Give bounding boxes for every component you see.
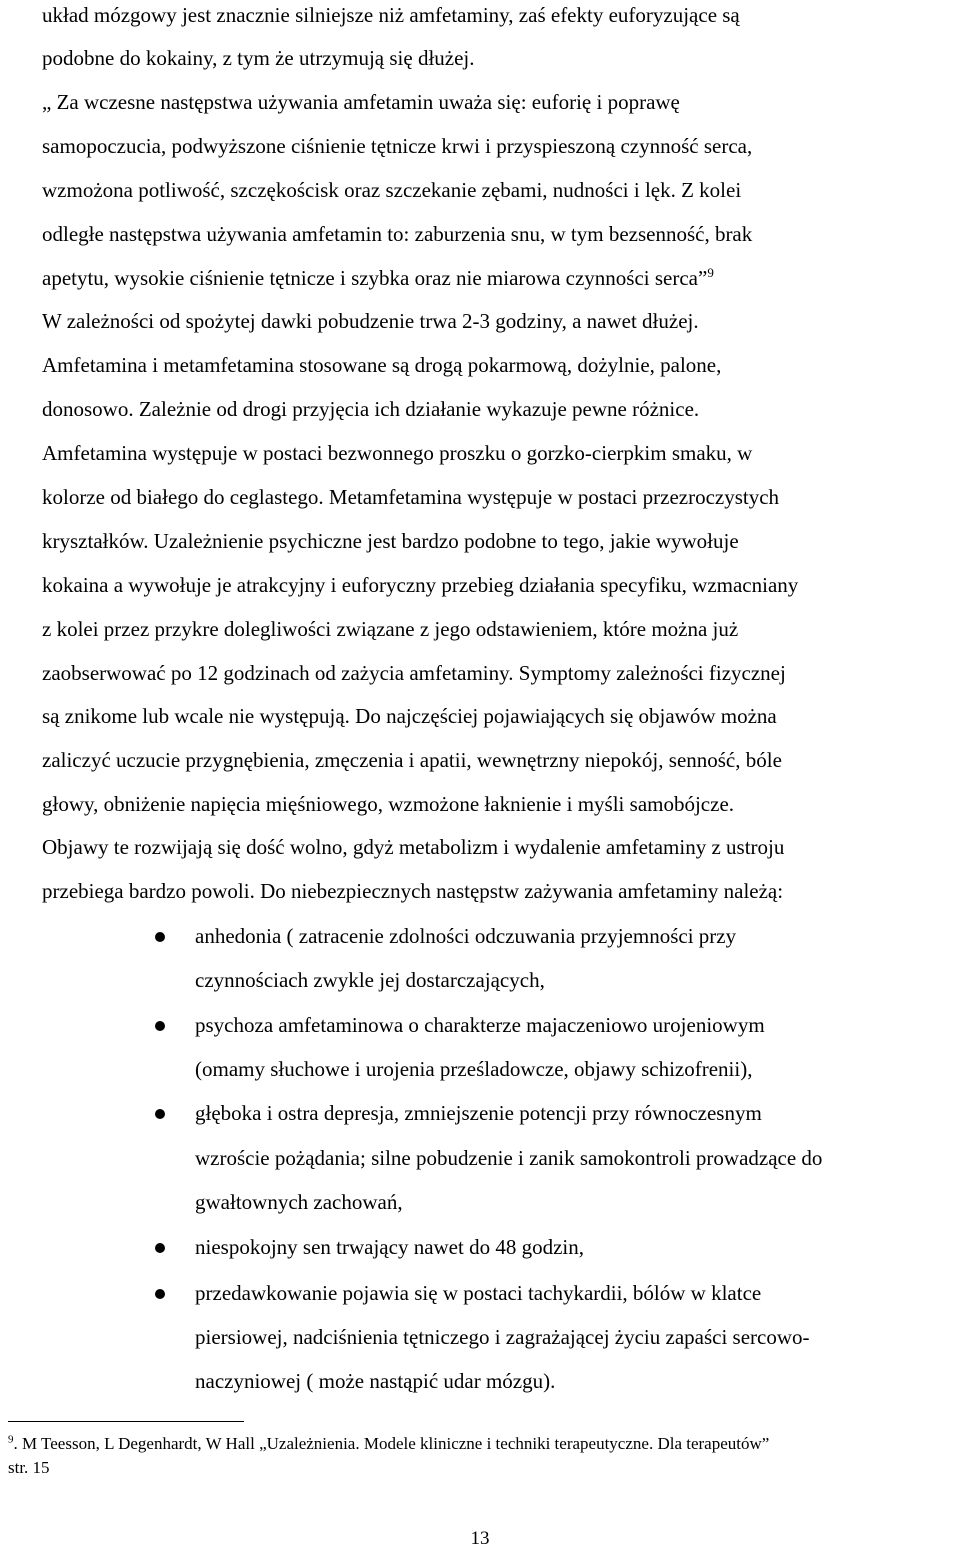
body-line bbox=[42, 308, 699, 334]
body-line bbox=[42, 484, 779, 510]
list-item-line: wzroście pożądania; silne pobudzenie i zanik samokontroli prowadzące do bbox=[195, 1146, 823, 1170]
body-line-text: kryształków. Uzależnienie psychiczne jest bardzo podobne to tego, jakie wywołuje bbox=[42, 529, 739, 553]
body-line bbox=[42, 572, 798, 598]
body-line-text: Amfetamina występuje w postaci bezwonnego proszku o gorzko-cierpkim smaku, w bbox=[42, 441, 753, 465]
body-line-text: donosowo. Zależnie od drogi przyjęcia ich działanie wykazuje pewne różnice. bbox=[42, 397, 700, 421]
body-line bbox=[42, 703, 777, 729]
body-line bbox=[42, 834, 784, 860]
body-line-text: apetytu, wysokie ciśnienie tętnicze i szybka oraz nie miarowa czynności serca” bbox=[42, 266, 708, 290]
body-line bbox=[42, 177, 741, 203]
body-line-text: Amfetamina i metamfetamina stosowane są drogą pokarmową, dożylnie, palone, bbox=[42, 353, 722, 377]
footnote-separator bbox=[8, 1421, 244, 1422]
page-number: 13 bbox=[470, 1528, 490, 1549]
body-line bbox=[42, 89, 680, 115]
body-line-text: układ mózgowy jest znacznie silniejsze niż amfetaminy, zaś efekty euforyzujące są bbox=[42, 3, 740, 27]
body-line bbox=[42, 440, 752, 466]
footnote-reference: 9 bbox=[707, 265, 714, 280]
body-line-text: kolorze od białego do ceglastego. Metamfetamina występuje w postaci przezroczystych bbox=[42, 485, 780, 509]
body-line-text: zaobserwować po 12 godzinach od zażycia amfetaminy. Symptomy zależności fizycznej bbox=[42, 661, 786, 685]
list-item-line: czynnościach zwykle jej dostarczających, bbox=[195, 968, 545, 992]
body-line-text: odległe następstwa używania amfetamin to: zaburzenia snu, w tym bezsenność, brak bbox=[42, 222, 753, 246]
list-item-line: naczyniowej ( może nastąpić udar mózgu). bbox=[195, 1369, 556, 1393]
list-item-line: anhedonia ( zatracenie zdolności odczuwania przyjemności przy bbox=[195, 924, 737, 948]
body-line bbox=[42, 660, 786, 686]
footnote-line-1 bbox=[8, 1433, 769, 1455]
list-item-line: (omamy słuchowe i urojenia prześladowcze, objawy schizofrenii), bbox=[195, 1057, 753, 1081]
body-line-text: Objawy te rozwijają się dość wolno, gdyż metabolizm i wydalenie amfetaminy z ustroju bbox=[42, 835, 785, 859]
body-line bbox=[42, 45, 475, 71]
bullet-icon bbox=[155, 1243, 165, 1253]
body-line bbox=[42, 528, 739, 554]
body-line-text: są znikome lub wcale nie występują. Do najczęściej pojawiających się objawów można bbox=[42, 704, 777, 728]
list-item-line: przedawkowanie pojawia się w postaci tachykardii, bólów w klatce bbox=[195, 1281, 762, 1305]
body-line-text: W zależności od spożytej dawki pobudzenie trwa 2-3 godziny, a nawet dłużej. bbox=[42, 309, 699, 333]
body-line-text: podobne do kokainy, z tym że utrzymują się dłużej. bbox=[42, 46, 475, 70]
body-line bbox=[42, 791, 734, 817]
body-line bbox=[42, 352, 721, 378]
footnote-text: . M Teesson, L Degenhardt, W Hall „Uzależnienia. Modele kliniczne i techniki terapeutyczne. Dla terapeutów” bbox=[13, 1434, 770, 1453]
footnote-number: 9 bbox=[8, 1433, 14, 1446]
list-item-line: głęboka i ostra depresja, zmniejszenie potencji przy równoczesnym bbox=[195, 1101, 762, 1125]
body-line-text: głowy, obniżenie napięcia mięśniowego, wzmożone łaknienie i myśli samobójcze. bbox=[42, 792, 735, 816]
body-line-text: z kolei przez przykre dolegliwości związane z jego odstawieniem, które można już bbox=[42, 617, 739, 641]
body-line-text: przebiega bardzo powoli. Do niebezpiecznych następstw zażywania amfetaminy należą: bbox=[42, 879, 784, 903]
body-line-text: kokaina a wywołuje je atrakcyjny i euforyczny przebieg działania specyfiku, wzmacniany bbox=[42, 573, 799, 597]
body-line bbox=[42, 221, 752, 247]
body-line-text: zaliczyć uczucie przygnębienia, zmęczenia i apatii, wewnętrzny niepokój, senność, bóle bbox=[42, 748, 782, 772]
footnote-line-2: str. 15 bbox=[8, 1458, 50, 1477]
list-item-line: gwałtownych zachowań, bbox=[195, 1190, 403, 1214]
body-line-text: samopoczucia, podwyższone ciśnienie tętnicze krwi i przyspieszoną czynność serca, bbox=[42, 134, 753, 158]
body-line bbox=[42, 265, 714, 291]
body-line bbox=[42, 396, 699, 422]
bullet-icon bbox=[155, 1109, 165, 1119]
bullet-icon bbox=[155, 1289, 165, 1299]
bullet-icon bbox=[155, 932, 165, 942]
list-item-line: psychoza amfetaminowa o charakterze majaczeniowo urojeniowym bbox=[195, 1013, 765, 1037]
body-line bbox=[42, 616, 738, 642]
body-line bbox=[42, 133, 752, 159]
list-item-line: piersiowej, nadciśnienia tętniczego i zagrażającej życiu zapaści sercowo- bbox=[195, 1325, 810, 1349]
body-line-text: wzmożona potliwość, szczękościsk oraz szczekanie zębami, nudności i lęk. Z kolei bbox=[42, 178, 742, 202]
bullet-icon bbox=[155, 1021, 165, 1031]
body-line bbox=[42, 878, 783, 904]
list-item-line: niespokojny sen trwający nawet do 48 godzin, bbox=[195, 1235, 584, 1259]
body-line bbox=[42, 747, 782, 773]
body-line-text: „ Za wczesne następstwa używania amfetamin uważa się: euforię i poprawę bbox=[42, 90, 680, 114]
body-line bbox=[42, 2, 740, 28]
